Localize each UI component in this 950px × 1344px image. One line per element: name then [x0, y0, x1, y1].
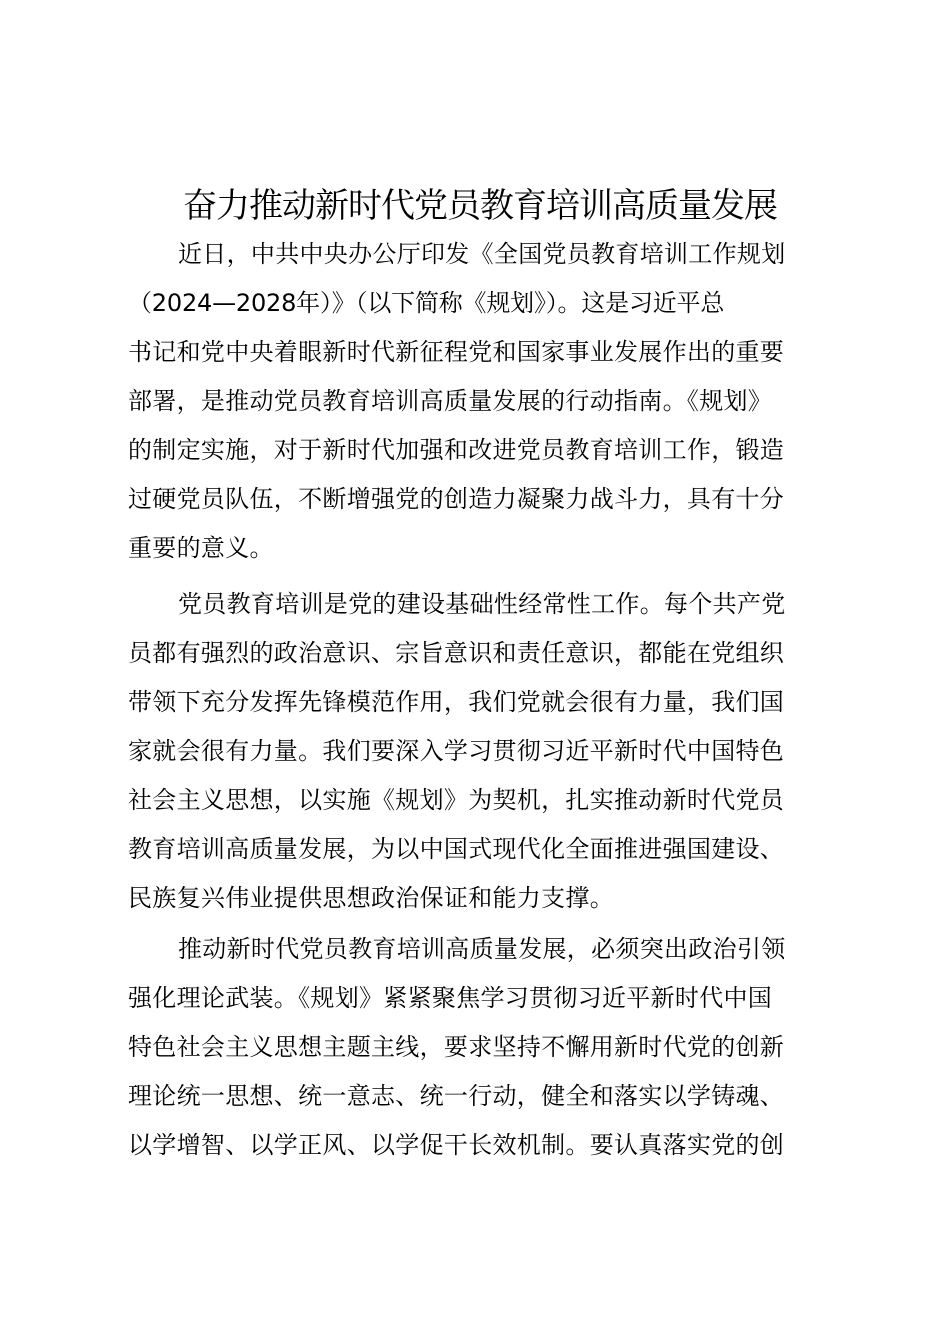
paragraph-line: 带领下充分发挥先锋模范作用，我们党就会很有力量，我们国 [128, 688, 785, 716]
paragraph-line: 部署，是推动党员教育培训高质量发展的行动指南。《规划》 [128, 387, 773, 415]
paragraph-line: 教育培训高质量发展，为以中国式现代化全面推进强国建设、 [128, 835, 785, 863]
paragraph-line: 过硬党员队伍，不断增强党的创造力凝聚力战斗力，具有十分 [128, 485, 785, 513]
paragraph-line: 的制定实施，对于新时代加强和改进党员教育培训工作，锻造 [128, 436, 785, 464]
paragraph-line: 家就会很有力量。我们要深入学习贯彻习近平新时代中国特色 [128, 737, 785, 765]
paragraph-3 [128, 925, 838, 1170]
paragraph-line: （2024—2028年）》（以下简称《规划》）。这是习近平总 [128, 289, 725, 317]
paragraph-1 [128, 230, 838, 573]
document-title: 奋力推动新时代党员教育培训高质量发展 [183, 186, 777, 226]
paragraph-line: 强化理论武装。《规划》紧紧聚焦学习贯彻习近平新时代中国 [128, 984, 773, 1012]
paragraph-line: 近日，中共中央办公厅印发《全国党员教育培训工作规划 [178, 240, 786, 268]
paragraph-line: 重要的意义。 [128, 534, 274, 562]
paragraph-line: 员都有强烈的政治意识、宗旨意识和责任意识，都能在党组织 [128, 639, 785, 667]
paragraph-line: 书记和党中央着眼新时代新征程党和国家事业发展作出的重要 [128, 338, 785, 366]
paragraph-line: 党员教育培训是党的建设基础性经常性工作。每个共产党 [178, 590, 786, 618]
paragraph-2 [128, 580, 838, 923]
paragraph-line: 社会主义思想，以实施《规划》为契机，扎实推动新时代党员 [128, 786, 785, 814]
paragraph-line: 民族复兴伟业提供思想政治保证和能力支撑。 [128, 884, 614, 912]
paragraph-line: 特色社会主义思想主题主线，要求坚持不懈用新时代党的创新 [128, 1033, 785, 1061]
paragraph-line: 推动新时代党员教育培训高质量发展，必须突出政治引领 [178, 935, 786, 963]
paragraph-line: 理论统一思想、统一意志、统一行动，健全和落实以学铸魂、 [128, 1082, 785, 1110]
paragraph-line: 以学增智、以学正风、以学促干长效机制。要认真落实党的创 [128, 1131, 785, 1159]
